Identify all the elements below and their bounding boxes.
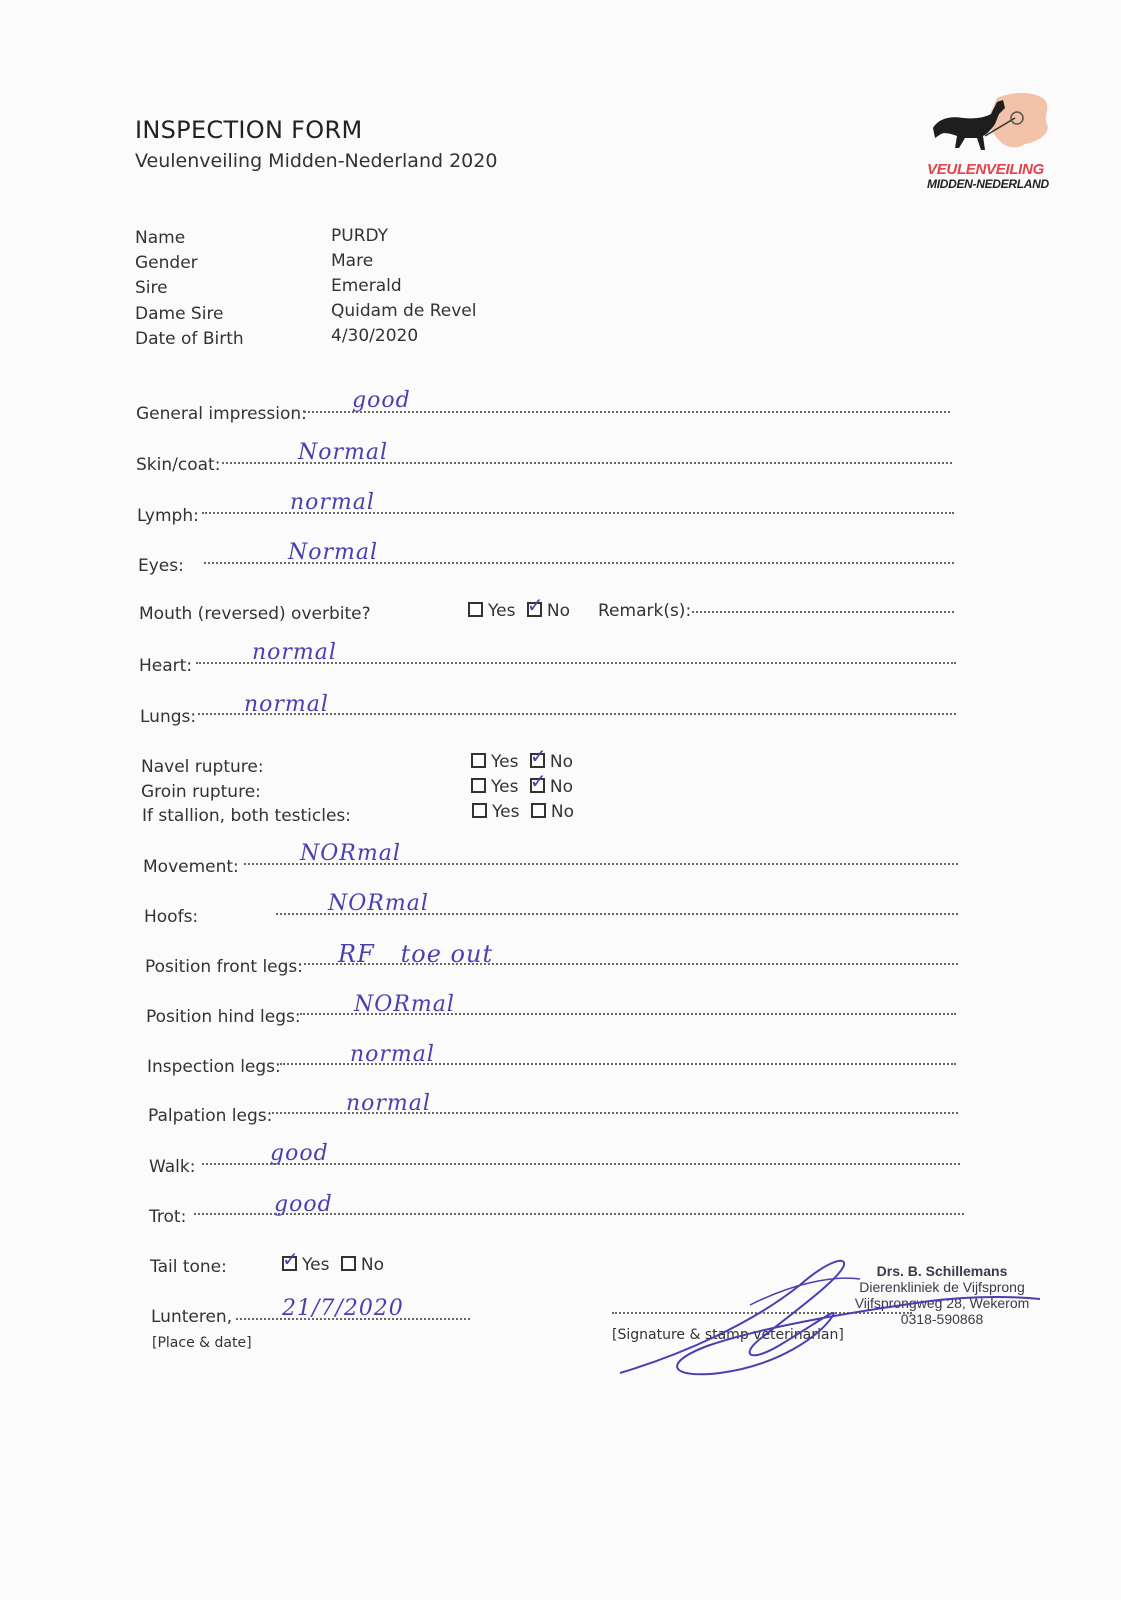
trot-label: Trot: [149,1207,187,1227]
skin-coat-value[interactable]: Normal [298,440,389,465]
navel-checkbox-group [471,752,573,772]
movement-value[interactable]: NORmal [300,841,401,866]
navel-no-checkbox[interactable] [530,753,545,768]
stamp-address: Vijfsprongweg 28, Wekerom [854,1295,1030,1311]
mouth-checkbox-group [468,601,570,621]
navel-yes-checkbox[interactable] [471,753,486,768]
hoofs-value[interactable]: NORmal [328,891,429,916]
groin-label: Groin rupture: [141,782,261,802]
logo-line1: VEULENVEILING [927,161,1044,178]
name-value: PURDY [331,226,389,246]
tail-tone-yes-label: Yes [302,1255,330,1275]
gender-value: Mare [331,251,374,271]
hoofs-label: Hoofs: [144,907,199,927]
trot-value[interactable]: good [274,1192,333,1217]
lungs-label: Lungs: [140,707,197,727]
eyes-label: Eyes: [138,556,184,576]
mouth-no-checkbox[interactable] [527,602,542,617]
skin-coat-label: Skin/coat: [136,455,221,475]
inspection-legs-value[interactable]: normal [350,1042,435,1067]
dame-sire-value: Quidam de Revel [331,301,477,321]
navel-label: Navel rupture: [141,757,264,777]
form-subtitle: Veulenveiling Midden-Nederland 2020 [135,150,498,172]
front-legs-label: Position front legs: [145,957,303,977]
lymph-label: Lymph: [137,506,199,526]
veulenveiling-logo [925,88,1065,198]
horse-logo-icon [925,88,1065,168]
sire-value: Emerald [331,276,402,296]
heart-value[interactable]: normal [252,640,337,665]
palpation-legs-label: Palpation legs: [148,1106,273,1126]
dame-sire-label: Dame Sire [135,304,224,324]
place-label: Lunteren, [151,1307,233,1327]
front-legs-value[interactable]: RF toe out [338,940,494,968]
tail-tone-label: Tail tone: [150,1257,227,1277]
name-label: Name [135,228,186,248]
general-impression-value[interactable]: good [352,388,411,413]
tail-tone-yes-checkbox[interactable] [282,1256,297,1271]
groin-checkbox-group [471,777,573,797]
groin-no-checkbox[interactable] [530,778,545,793]
tail-tone-no-label: No [360,1255,384,1275]
inspection-legs-label: Inspection legs: [147,1057,281,1077]
stallion-yes-checkbox[interactable] [472,803,487,818]
eyes-value[interactable]: Normal [288,540,379,565]
sire-label: Sire [135,278,168,298]
logo-line2: MIDDEN-NEDERLAND [927,177,1049,191]
stallion-checkbox-group [472,802,574,822]
gender-label: Gender [135,253,198,273]
groin-yes-checkbox[interactable] [471,778,486,793]
lungs-value[interactable]: normal [244,692,329,717]
lymph-value[interactable]: normal [290,490,375,515]
heart-label: Heart: [139,656,193,676]
date-value[interactable]: 21/7/2020 [282,1296,404,1321]
stamp-name: Drs. B. Schillemans [876,1263,1008,1279]
signature-caption: [Signature & stamp veterinarian] [612,1327,844,1343]
walk-value[interactable]: good [270,1141,329,1166]
stallion-no-label: No [550,802,574,822]
stamp-clinic: Dierenkliniek de Vijfsprong [859,1279,1025,1295]
groin-no-label: No [549,777,573,797]
mouth-remark-line[interactable] [692,611,954,613]
mouth-yes-checkbox[interactable] [468,602,483,617]
movement-label: Movement: [143,857,239,877]
form-title: INSPECTION FORM [135,116,363,144]
place-date-caption: [Place & date] [152,1335,252,1351]
stallion-label: If stallion, both testicles: [142,806,352,826]
navel-yes-label: Yes [491,752,519,772]
mouth-yes-label: Yes [488,601,516,621]
mouth-no-label: No [546,601,570,621]
tail-tone-no-checkbox[interactable] [341,1256,356,1271]
groin-yes-label: Yes [491,777,519,797]
mouth-remark-label: Remark(s): [598,601,692,621]
stallion-yes-label: Yes [492,802,520,822]
walk-label: Walk: [149,1157,196,1177]
dob-value: 4/30/2020 [331,326,419,346]
tail-tone-checkbox-group [282,1255,384,1275]
dob-label: Date of Birth [135,329,244,349]
stamp-phone: 0318-590868 [900,1311,984,1327]
mouth-label: Mouth (reversed) overbite? [139,604,371,624]
palpation-legs-value[interactable]: normal [346,1091,431,1116]
signature-scribble [600,1245,1060,1385]
hind-legs-label: Position hind legs: [146,1007,301,1027]
navel-no-label: No [549,752,573,772]
general-impression-label: General impression: [136,404,307,424]
stallion-no-checkbox[interactable] [531,803,546,818]
hind-legs-value[interactable]: NORmal [354,992,455,1017]
